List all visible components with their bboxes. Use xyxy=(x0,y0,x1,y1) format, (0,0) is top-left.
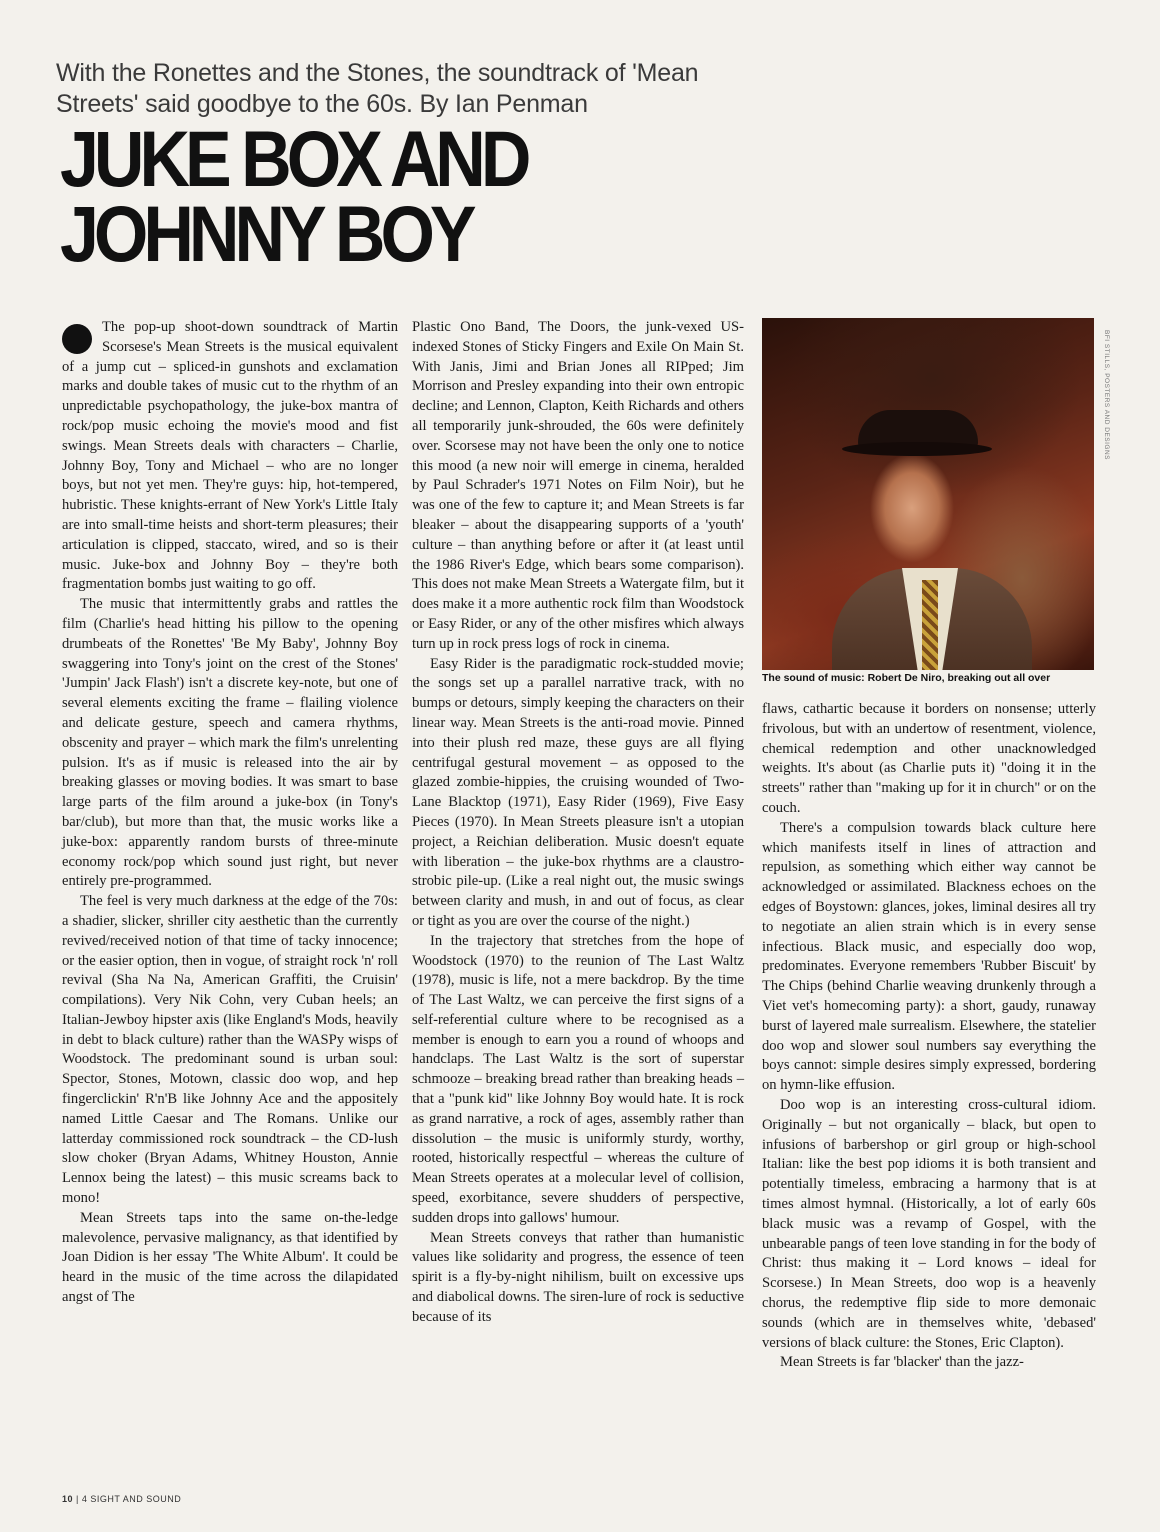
paragraph: Mean Streets taps into the same on-the-ledge malevolence, pervasive malignancy, as that identified by Joan Didion is her essay 'The White Album'. It could be heard in the music of the time across the dilapidated angst of The xyxy=(62,1209,398,1306)
film-still-photo xyxy=(762,318,1094,670)
photo-hat-brim xyxy=(842,442,992,456)
body-column-1 xyxy=(62,318,398,1308)
headline-line-2: JOHNNY BOY xyxy=(60,190,472,278)
paragraph: There's a compulsion towards black culture here which manifests itself in lines of attraction and repulsion, as something which either way cannot be acknowledged or assimilated. Blackness echoes on the edges of Boystown: glances, jokes, liminal desires all try to negotiate an alien strain which is in every sense infectious. Black music, and especially doo wop, predominates. Everyone remembers 'Rubber Biscuit' by The Chips (behind Charlie weaving drunkenly through a Viet vet's homecoming party): a short, gaudy, runaway burst of layered male surrealism. Elsewhere, the statelier doo wop and slower soul numbers say everything the boys cannot: simple desires simply expressed, bordering on hymn-like effusion. xyxy=(762,819,1096,1094)
headline-line-1: JUKE BOX AND xyxy=(60,115,527,203)
paragraph: Mean Streets conveys that rather than humanistic values like solidarity and progress, the essence of teen spirit is a fly-by-night nihilism, built on excessive ups and diabolical downs. The siren-lure of rock is seductive because of its xyxy=(412,1229,744,1325)
photo-tie xyxy=(922,580,938,670)
issue-number: 4 xyxy=(81,1494,88,1504)
paragraph: Easy Rider is the paradigmatic rock-studded movie; the songs set up a parallel narrative track, with no bumps or detours, simply keeping the characters on their linear way. Mean Streets is the anti-road movie. Pinned into their plush red maze, these guys are all flying centrifugal gestural movement – as opposed to the glazed zombie-hippies, the cruising wounded of Two-Lane Blacktop (1971), Easy Rider (1969), Five Easy Pieces (1970). In Mean Streets pleasure isn't a utopian project, a Reichian deliberation. Music doesn't equate with liberation – the juke-box rhythms are a claustro-strobic pile-up. (Like a real night out, the music swings between clarity and mush, in and out of focus, as clear or tight as you are over the course of the night.) xyxy=(412,655,744,929)
body-column-2 xyxy=(412,318,744,1328)
paragraph: The feel is very much darkness at the edge of the 70s: a shadier, slicker, shriller city aesthetic than the currently revived/received notion of that time of tacky innocence; or the easier option, then in vogue, of straight rock 'n' roll revival (Sha Na Na, American Graffiti, the Cruisin' compilations). Very Nik Cohn, very Cuban heels; an Italian-Jewboy hipster axis (like England's Mods, heavily in debt to black culture) rather than the WASPy wisps of Woodstock. The predominant sound is urban soul: Spector, Stones, Motown, classic doo wop, and hep fingerclickin' R'n'B like Johnny Ace and the appositely named Little Caesar and The Romans. Unlike our latterday commissioned rock soundtrack – the CD-lush slow choker (Bryan Adams, Whitney Houston, Annie Lennox being the latest) – this music screams back to mono! xyxy=(62,893,398,1207)
paragraph: Mean Streets is far 'blacker' than the jazz- xyxy=(780,1354,1024,1371)
paragraph: Doo wop is an interesting cross-cultural idiom. Originally – but not organically – black, but open to infusions of barbershop or girl group or high-school Italian: like the best pop idioms it is both transient and potentially timeless, embracing a harmony that is at times almost hymnal. (Historically, a lot of early 60s black music was a revamp of Gospel, with the unbearable pangs of teen love standing in for the body of Christ: thus making it – Lord knows – ideal for Scorsese.) In Mean Streets, doo wop is a heavenly chorus, the redemptive flip side to more demonaic sounds (which are in themselves white, 'debased' versions of black culture: the Stones, Eric Clapton). xyxy=(762,1096,1096,1351)
page-folio: 10 | 4 SIGHT AND SOUND xyxy=(62,1494,182,1504)
paragraph: The music that intermittently grabs and rattles the film (Charlie's head hitting his pillow to the opening drumbeats of the Ronettes' 'Be My Baby', Johnny Boy swaggering into Tony's joint on the crest of the Stones' 'Jumpin' Jack Flash') isn't a discrete key-note, but one of several elements exciting the frame – flailing violence and delicate gesture, speech and camera rhythms, obscenity and prayer – which mark the film's unrelenting pulsion. It's as if music is released into the air by breaking glasses or moving bodies. It was smart to base large parts of the film around a juke-box (in Tony's bar/club), but more than that, the music works like a juke-box: apparently random bursts of three-minute economy rock/pop which sound just right, but never entirely pre-programmed. xyxy=(62,596,398,890)
paragraph: The pop-up shoot-down soundtrack of Martin Scorsese's Mean Streets is the musical equivalent of a jump cut – spliced-in gunshots and exclamation marks and double takes of music cut to the rhythm of an unpredictable psychopathology, the juke-box mantra of rock/pop music echoing the movie's mood and fist swings. Mean Streets deals with characters – Charlie, Johnny Boy, Tony and Michael – who are no longer boys, but not yet men. They're guys: hip, hot-tempered, hubristic. These knights-errant of New York's Little Italy are into small-time heists and short-term pleasures; their articulation is clipped, staccato, wired, and so is their music. Juke-box and Johnny Boy – they're both fragmentation bombs just waiting to go off. xyxy=(62,319,398,593)
paragraph: Plastic Ono Band, The Doors, the junk-vexed US-indexed Stones of Sticky Fingers and Exile On Main St. With Janis, Jimi and Brian Jones all RIPped; Jim Morrison and Presley expanding into their own entropic decline; and Lennon, Clapton, Keith Richards and others all temporarily junk-shrouded, the 60s were definitely over. Scorsese may not have been the only one to notice this mood (a new noir will emerge in cinema, heralded by Paul Schrader's 1971 Notes on Film Noir), but he was one of the few to capture it; and Mean Streets is far bleaker – about the disappearing supports of a 'youth' culture – than anything before or after it (at least until the 1986 River's Edge, which bears some comparison). This does not make Mean Streets a Watergate film, but it does make it a more authentic rock film than Woodstock or Easy Rider, or any of the other misfires which always turn up in rock press logs of rock in cinema. xyxy=(412,319,744,652)
headline xyxy=(60,115,820,278)
paragraph: In the trajectory that stretches from the hope of Woodstock (1970) to the reunion of The Last Waltz (1978), music is life, not a mere backdrop. By the time of The Last Waltz, we can perceive the first signs of a self-referential culture where to be recognised as a member is enough to earn you a round of whoops and handclaps. The Last Waltz is the sort of superstar schmooze – breaking bread rather than breaking heads – that a "punk kid" like Johnny Boy would hate. It is rock as grand narrative, a rock of ages, assembly rather than dissolution – the music is uniformly sturdy, worthy, rooted, historically respectful – whereas the culture of Mean Streets operates at a molecular level of collision, speed, exorbitance, severe shudders of perspective, sudden drops into gallows' humour. xyxy=(412,932,744,1226)
page-number: 10 xyxy=(62,1494,74,1504)
standfirst: With the Ronettes and the Stones, the soundtrack of 'Mean Streets' said goodbye to the 60s. By Ian Penman xyxy=(56,59,699,118)
photo-credit: BFI STILLS, POSTERS AND DESIGNS xyxy=(1103,330,1110,461)
body-column-3 xyxy=(762,700,1096,1373)
bullet-dropcap-icon xyxy=(62,324,92,354)
paragraph: flaws, cathartic because it borders on nonsense; utterly frivolous, but with an undertow of resentment, violence, chemical redemption and other unacknowledged weights. It's about (as Charlie puts it) "doing it in the streets" rather than "making up for it in church" or on the couch. xyxy=(762,701,1096,816)
photo-caption: The sound of music: Robert De Niro, breaking out all over xyxy=(762,672,1051,684)
magazine-name: SIGHT AND SOUND xyxy=(90,1494,182,1504)
